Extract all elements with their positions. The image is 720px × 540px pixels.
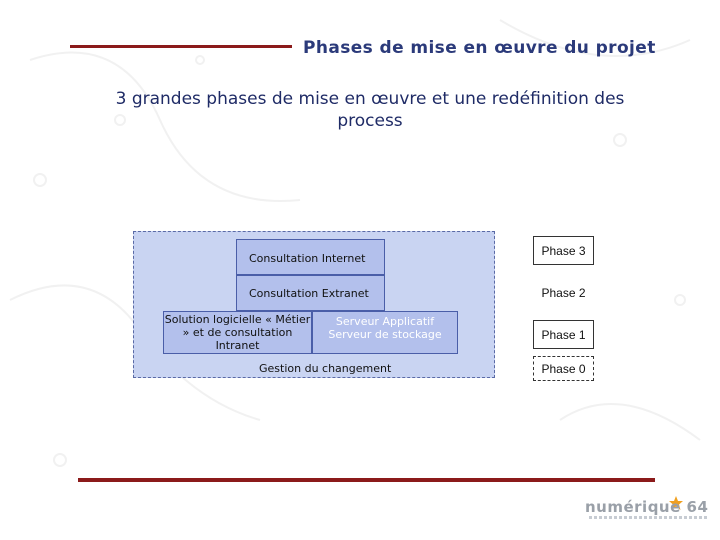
serveur-label: Serveur Applicatif Serveur de stockage <box>328 315 442 341</box>
phase-2-box: Phase 2 <box>533 278 594 307</box>
phase-3-box: Phase 3 <box>533 236 594 265</box>
solution-metier-box <box>163 311 312 354</box>
solution-metier-label: Solution logicielle « Métier » et de consultation Intranet <box>164 313 311 352</box>
gestion-changement-label: Gestion du changement <box>259 362 392 375</box>
logo-tagline <box>589 516 707 519</box>
title-rule <box>70 45 292 48</box>
numerique64-logo <box>585 498 710 526</box>
consultation-extranet-label: Consultation Extranet <box>249 286 369 300</box>
serveur-box <box>312 311 458 354</box>
slide-subtitle: 3 grandes phases de mise en œuvre et une redéfinition des process <box>115 89 625 131</box>
logo-text: numérique 64 <box>585 498 709 516</box>
slide-title: Phases de mise en œuvre du projet <box>303 38 656 58</box>
phase-0-box: Phase 0 <box>533 356 594 381</box>
consultation-internet-label: Consultation Internet <box>249 252 366 265</box>
phase-1-box: Phase 1 <box>533 320 594 349</box>
consultation-internet-box <box>236 239 385 275</box>
consultation-extranet-box <box>236 275 385 311</box>
bottom-rule <box>78 478 655 482</box>
